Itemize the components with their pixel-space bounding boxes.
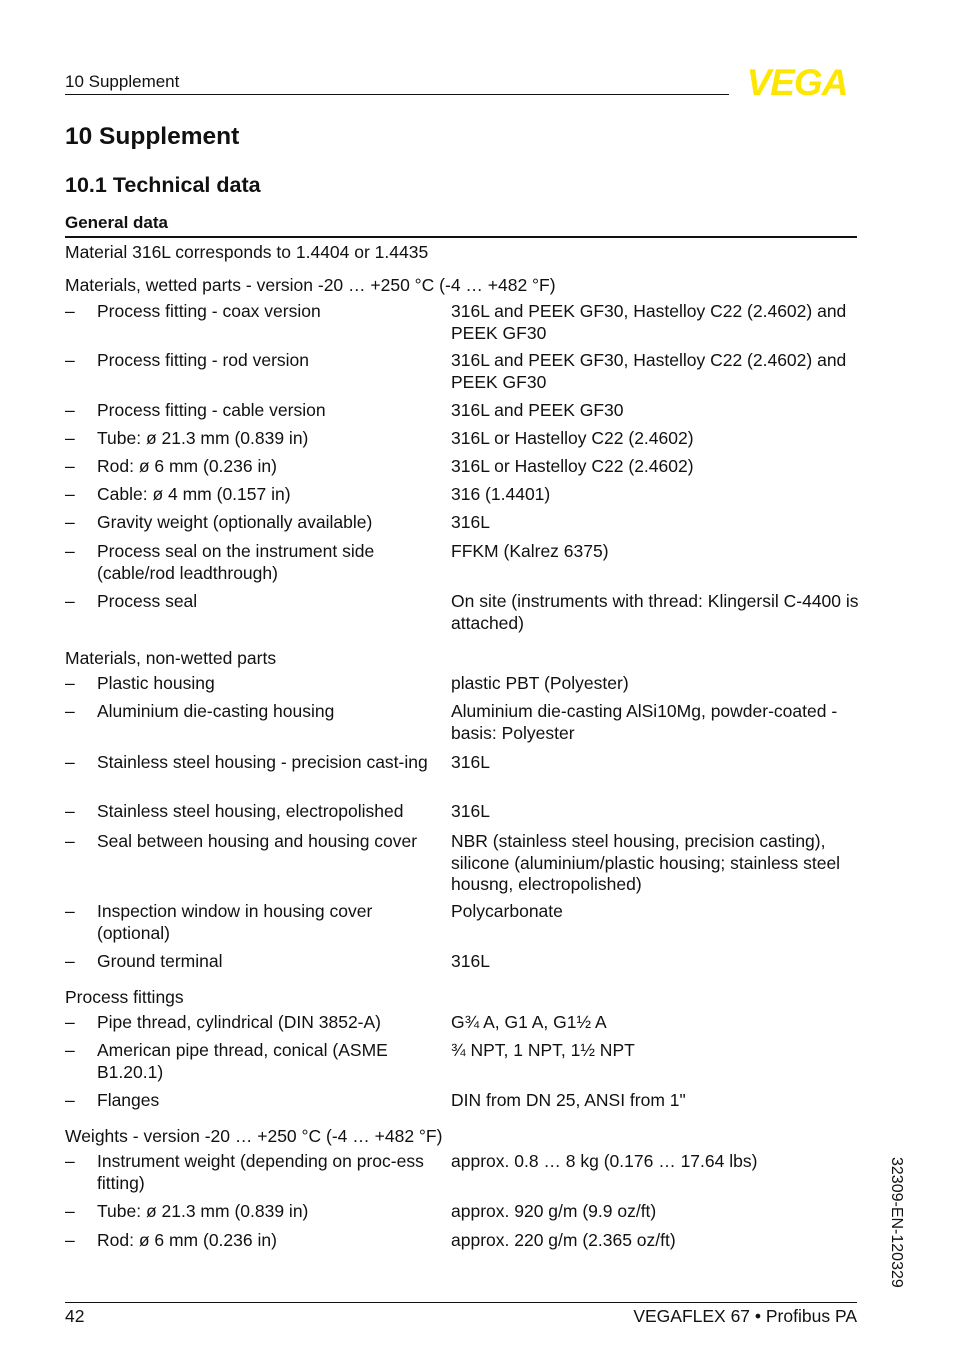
list-dash: –: [65, 541, 75, 561]
material-note: Material 316L corresponds to 1.4404 or 1.4435: [65, 242, 429, 262]
list-dash: –: [65, 456, 75, 476]
group-title: Materials, non-wetted parts: [65, 648, 277, 668]
spec-label: Process fitting - rod version: [97, 350, 310, 370]
spec-label: Stainless steel housing - precision cast-ing: [97, 752, 428, 772]
list-dash: –: [65, 400, 75, 420]
document-id: 32309-EN-120329: [888, 1157, 905, 1288]
product-name: VEGAFLEX 67 • Profibus PA: [633, 1306, 857, 1326]
spec-label: Instrument weight (depending on proc-ess fitting): [97, 1151, 424, 1193]
spec-value: plastic PBT (Polyester): [451, 673, 629, 693]
spec-label: Process fitting - cable version: [97, 400, 326, 420]
spec-value: 316L or Hastelloy C22 (2.4602): [451, 428, 694, 448]
spec-label: Process seal: [97, 591, 198, 611]
spec-value: On site (instruments with thread: Klingersil C-4400 is attached): [451, 591, 859, 633]
group-title: Materials, wetted parts - version -20 … +250 °C (-4 … +482 °F): [65, 275, 556, 295]
spec-label: Aluminium die-casting housing: [97, 701, 335, 721]
list-dash: –: [65, 1012, 75, 1032]
section-title: 10.1 Technical data: [65, 173, 261, 197]
list-dash: –: [65, 1090, 75, 1110]
spec-label: Stainless steel housing, electropolished: [97, 801, 404, 821]
spec-label: Process seal on the instrument side (cable/rod leadthrough): [97, 541, 375, 583]
list-dash: –: [65, 301, 75, 321]
spec-label: Tube: ø 21.3 mm (0.839 in): [97, 1201, 309, 1221]
spec-label: Gravity weight (optionally available): [97, 512, 373, 532]
list-dash: –: [65, 831, 75, 851]
spec-label: Inspection window in housing cover (optional): [97, 901, 373, 943]
spec-label: American pipe thread, conical (ASME B1.20.1): [97, 1040, 388, 1082]
list-dash: –: [65, 673, 75, 693]
list-dash: –: [65, 591, 75, 611]
group-title: Process fittings: [65, 987, 184, 1007]
list-dash: –: [65, 701, 75, 721]
spec-label: Pipe thread, cylindrical (DIN 3852-A): [97, 1012, 382, 1032]
list-dash: –: [65, 801, 75, 821]
page-number: 42: [65, 1306, 85, 1326]
list-dash: –: [65, 901, 75, 921]
spec-value: Aluminium die-casting AlSi10Mg, powder-coated - basis: Polyester: [451, 701, 838, 743]
list-dash: –: [65, 752, 75, 772]
running-header: 10 Supplement: [65, 72, 180, 91]
spec-label: Ground terminal: [97, 951, 223, 971]
spec-value: 316 (1.4401): [451, 484, 551, 504]
spec-label: Rod: ø 6 mm (0.236 in): [97, 1230, 277, 1250]
footer-divider: [65, 1302, 857, 1303]
list-dash: –: [65, 428, 75, 448]
spec-value: ¾ NPT, 1 NPT, 1½ NPT: [451, 1040, 635, 1060]
spec-value: 316L and PEEK GF30, Hastelloy C22 (2.4602) and PEEK GF30: [451, 350, 847, 392]
spec-value: 316L or Hastelloy C22 (2.4602): [451, 456, 694, 476]
list-dash: –: [65, 1201, 75, 1221]
subsection-title: General data: [65, 213, 168, 232]
spec-label: Cable: ø 4 mm (0.157 in): [97, 484, 291, 504]
spec-label: Seal between housing and housing cover: [97, 831, 418, 851]
list-dash: –: [65, 1040, 75, 1060]
spec-value: DIN from DN 25, ANSI from 1": [451, 1090, 686, 1110]
list-dash: –: [65, 951, 75, 971]
spec-value: 316L and PEEK GF30: [451, 400, 624, 420]
spec-value: 316L: [451, 512, 490, 532]
spec-value: FFKM (Kalrez 6375): [451, 541, 609, 561]
group-title: Weights - version -20 … +250 °C (-4 … +482 °F): [65, 1126, 443, 1146]
list-dash: –: [65, 350, 75, 370]
vega-logo: [736, 67, 858, 97]
spec-value: 316L: [451, 801, 490, 821]
spec-label: Flanges: [97, 1090, 160, 1110]
list-dash: –: [65, 1230, 75, 1250]
list-dash: –: [65, 1151, 75, 1171]
spec-label: Process fitting - coax version: [97, 301, 321, 321]
subsection-divider: [65, 236, 857, 238]
spec-value: approx. 920 g/m (9.9 oz/ft): [451, 1201, 657, 1221]
header-divider: [65, 94, 729, 95]
svg-text:VEGA: VEGA: [746, 67, 848, 97]
list-dash: –: [65, 512, 75, 532]
spec-label: Plastic housing: [97, 673, 215, 693]
chapter-title: 10 Supplement: [65, 123, 240, 150]
spec-value: NBR (stainless steel housing, precision casting), silicone (aluminium/plastic housing; stainless steel housng, electropolished): [451, 831, 841, 894]
spec-label: Tube: ø 21.3 mm (0.839 in): [97, 428, 309, 448]
spec-label: Rod: ø 6 mm (0.236 in): [97, 456, 277, 476]
spec-value: 316L: [451, 752, 490, 772]
spec-value: approx. 220 g/m (2.365 oz/ft): [451, 1230, 676, 1250]
list-dash: –: [65, 484, 75, 504]
spec-value: G¾ A, G1 A, G1½ A: [451, 1012, 607, 1032]
spec-value: approx. 0.8 … 8 kg (0.176 … 17.64 lbs): [451, 1151, 758, 1171]
spec-value: 316L and PEEK GF30, Hastelloy C22 (2.4602) and PEEK GF30: [451, 301, 847, 343]
spec-value: Polycarbonate: [451, 901, 563, 921]
spec-value: 316L: [451, 951, 490, 971]
